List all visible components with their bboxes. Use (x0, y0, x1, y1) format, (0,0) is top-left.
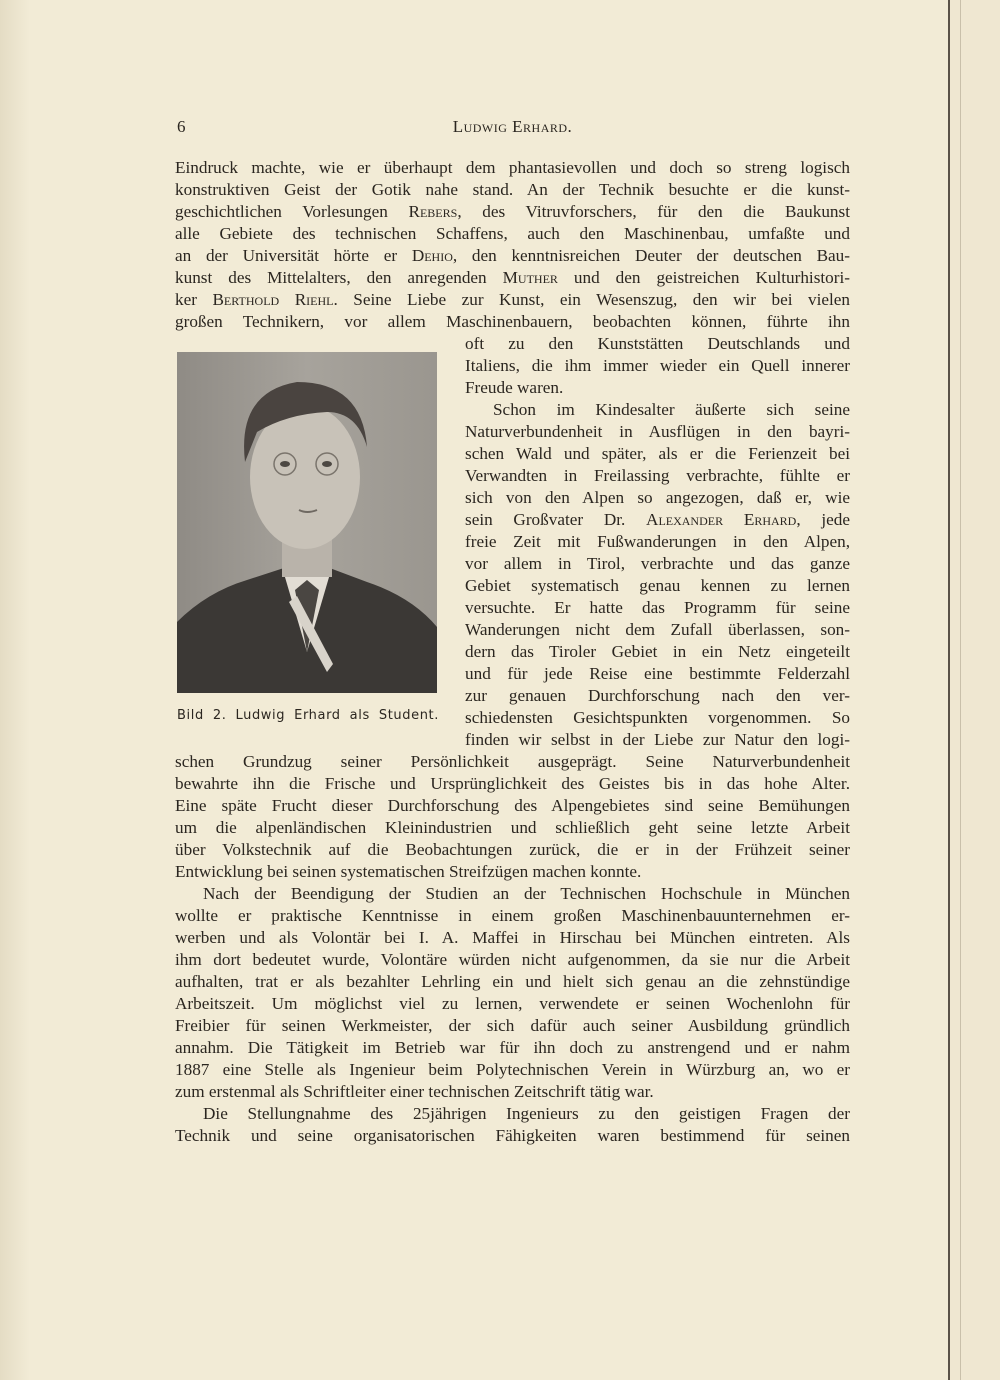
small-caps-name: Berthold Riehl (212, 290, 334, 309)
text-run: dern das Tiroler Gebiet in ein Netz eingeteilt (465, 642, 850, 661)
text-run: Die Stellungnahme des 25jährigen Ingenieurs zu den geistigen Fragen der (203, 1104, 850, 1123)
text-run: großen Technikern, vor allem Maschinenbauern, beobachten können, führte ihn (175, 312, 850, 331)
text-run: . Seine Liebe zur Kunst, ein Wesenszug, den wir bei vielen (333, 290, 850, 309)
text-run: , des Vitruvforschers, für den die Baukunst (457, 202, 850, 221)
text-line (465, 421, 850, 443)
text-line (175, 1015, 850, 1037)
text-run: wollte er praktische Kenntnisse in einem großen Maschinenbauunternehmen er- (175, 906, 850, 925)
text-line (175, 817, 850, 839)
text-line (175, 861, 850, 883)
text-run: Technik und seine organisatorischen Fähigkeiten waren bestimmend für seinen (175, 1126, 850, 1145)
text-line (465, 465, 850, 487)
text-line (175, 201, 850, 223)
text-run: kunst des Mittelalters, den anregenden (175, 268, 503, 287)
text-run: schen Grundzug seiner Persönlichkeit ausgeprägt. Seine Naturverbundenheit (175, 752, 850, 771)
text-line (465, 443, 850, 465)
page-edge-shadow (0, 0, 30, 1380)
small-caps-name: Alexander Erhard (646, 510, 797, 529)
text-run: werben und als Volontär bei I. A. Maffei in Hirschau bei München eintreten. Als (175, 928, 850, 947)
text-line (175, 311, 850, 333)
text-line (175, 179, 850, 201)
text-run: Wanderungen nicht dem Zufall überlassen, son- (465, 620, 850, 639)
text-line (175, 1125, 850, 1147)
text-run: Gebiet systematisch genau kennen zu lernen (465, 576, 850, 595)
text-line (465, 333, 850, 355)
text-line (465, 663, 850, 685)
text-run: freie Zeit mit Fußwanderungen in den Alpen, (465, 532, 850, 551)
page-number: 6 (177, 117, 186, 136)
text-run: oft zu den Kunststätten Deutschlands und (465, 334, 850, 353)
text-run: ihm dort bedeutet wurde, Volontäre würden nicht aufgenommen, da sie nur die Arbeit (175, 950, 850, 969)
small-caps-name: Rebers (408, 202, 458, 221)
text-run: , jede (796, 510, 850, 529)
text-run: um die alpenländischen Kleinindustrien und schließlich geht seine letzte Arbeit (175, 818, 850, 837)
text-run: konstruktiven Geist der Gotik nahe stand. An der Technik besuchte er die kunst- (175, 180, 850, 199)
text-run: Naturverbundenheit in Ausflügen in den bayri- (465, 422, 850, 441)
text-line (465, 597, 850, 619)
text-line (465, 355, 850, 377)
text-run: sich von den Alpen so angezogen, daß er, wie (465, 488, 850, 507)
text-run: Verwandten in Freilassing verbrachte, fühlte er (465, 466, 850, 485)
text-line (175, 157, 850, 179)
text-line (175, 223, 850, 245)
text-run: zum erstenmal als Schriftleiter einer technischen Zeitschrift tätig war. (175, 1082, 654, 1101)
text-run: Arbeitszeit. Um möglichst viel zu lernen, verwendete er seinen Wochenlohn für (175, 994, 850, 1013)
text-line (175, 267, 850, 289)
text-line (465, 575, 850, 597)
text-line (465, 553, 850, 575)
page-fold-line (960, 0, 961, 1380)
running-title: Ludwig Erhard. (452, 117, 573, 136)
text-run: schiedensten Gesichtspunkten vorgenommen. So (465, 708, 850, 727)
text-line (175, 795, 850, 817)
text-line (465, 509, 850, 531)
text-run: , den kenntnisreichen Deuter der deutschen Bau- (452, 246, 850, 265)
text-line (203, 1103, 850, 1125)
text-line (465, 531, 850, 553)
text-line (175, 905, 850, 927)
text-run: Nach der Beendigung der Studien an der Technischen Hochschule in München (203, 884, 850, 903)
text-run: über Volkstechnik auf die Beobachtungen zurück, die er in der Frühzeit seiner (175, 840, 850, 859)
text-run: Freibier für seinen Werkmeister, der sich dafür auch seiner Ausbildung gründlich (175, 1016, 850, 1035)
text-run: Entwicklung bei seinen systematischen Streifzügen machen konnte. (175, 862, 642, 881)
text-run: Eindruck machte, wie er überhaupt dem phantasievollen und doch so streng logisch (175, 158, 850, 177)
text-run: Eine späte Frucht dieser Durchforschung des Alpengebietes sind seine Bemühungen (175, 796, 850, 815)
text-line (175, 993, 850, 1015)
text-line (175, 1059, 850, 1081)
text-line (175, 839, 850, 861)
text-line (465, 641, 850, 663)
text-line (175, 1037, 850, 1059)
text-run: Schon im Kindesalter äußerte sich seine (493, 400, 850, 419)
text-run: finden wir selbst in der Liebe zur Natur den logi- (465, 730, 850, 749)
text-line (465, 707, 850, 729)
text-line (465, 377, 850, 399)
text-line (175, 773, 850, 795)
text-run: sein Großvater Dr. (465, 510, 647, 529)
portrait-image (177, 352, 437, 693)
text-line (175, 927, 850, 949)
text-line (175, 1081, 850, 1103)
text-line (465, 487, 850, 509)
text-line (493, 399, 850, 421)
text-line (175, 949, 850, 971)
text-run: und den geistreichen Kulturhistori- (557, 268, 850, 287)
text-run: Italiens, die ihm immer wieder ein Quell innerer (465, 356, 850, 375)
text-line (175, 971, 850, 993)
text-run: aufhalten, trat er als bezahlter Lehrling ein und hielt sich genau an die zehnstündige (175, 972, 850, 991)
text-run: an der Universität hörte er (175, 246, 412, 265)
text-line (203, 883, 850, 905)
text-run: annahm. Die Tätigkeit im Betrieb war für ihn doch zu anstrengend und er nahm (175, 1038, 850, 1057)
figure-caption: Bild 2. Ludwig Erhard als Student. (177, 708, 439, 723)
text-line (175, 289, 850, 311)
text-run: ker (175, 290, 213, 309)
text-line (175, 245, 850, 267)
text-line (465, 729, 850, 751)
text-run: zur genauen Durchforschung nach den ver- (465, 686, 850, 705)
small-caps-name: Muther (502, 268, 558, 287)
text-run: und für jede Reise eine bestimmte Felderzahl (465, 664, 850, 683)
text-run: geschichtlichen Vorlesungen (175, 202, 409, 221)
text-run: bewahrte ihn die Frische und Ursprünglichkeit des Geistes bis in das hohe Alter. (175, 774, 850, 793)
text-run: schen Wald und später, als er die Ferienzeit bei (465, 444, 850, 463)
text-run: versuchte. Er hatte das Programm für seine (465, 598, 850, 617)
portrait-photo (177, 352, 437, 693)
small-caps-name: Dehio (411, 246, 453, 265)
text-line (175, 751, 850, 773)
text-run: vor allem in Tirol, verbrachte und das ganze (465, 554, 850, 573)
text-run: Freude waren. (465, 378, 564, 397)
text-run: alle Gebiete des technischen Schaffens, auch den Maschinenbau, umfaßte und (175, 224, 850, 243)
text-run: 1887 eine Stelle als Ingenieur beim Polytechnischen Verein in Würzburg an, wo er (175, 1060, 850, 1079)
text-line (465, 685, 850, 707)
adjacent-page-edge (948, 0, 1000, 1380)
text-line (465, 619, 850, 641)
